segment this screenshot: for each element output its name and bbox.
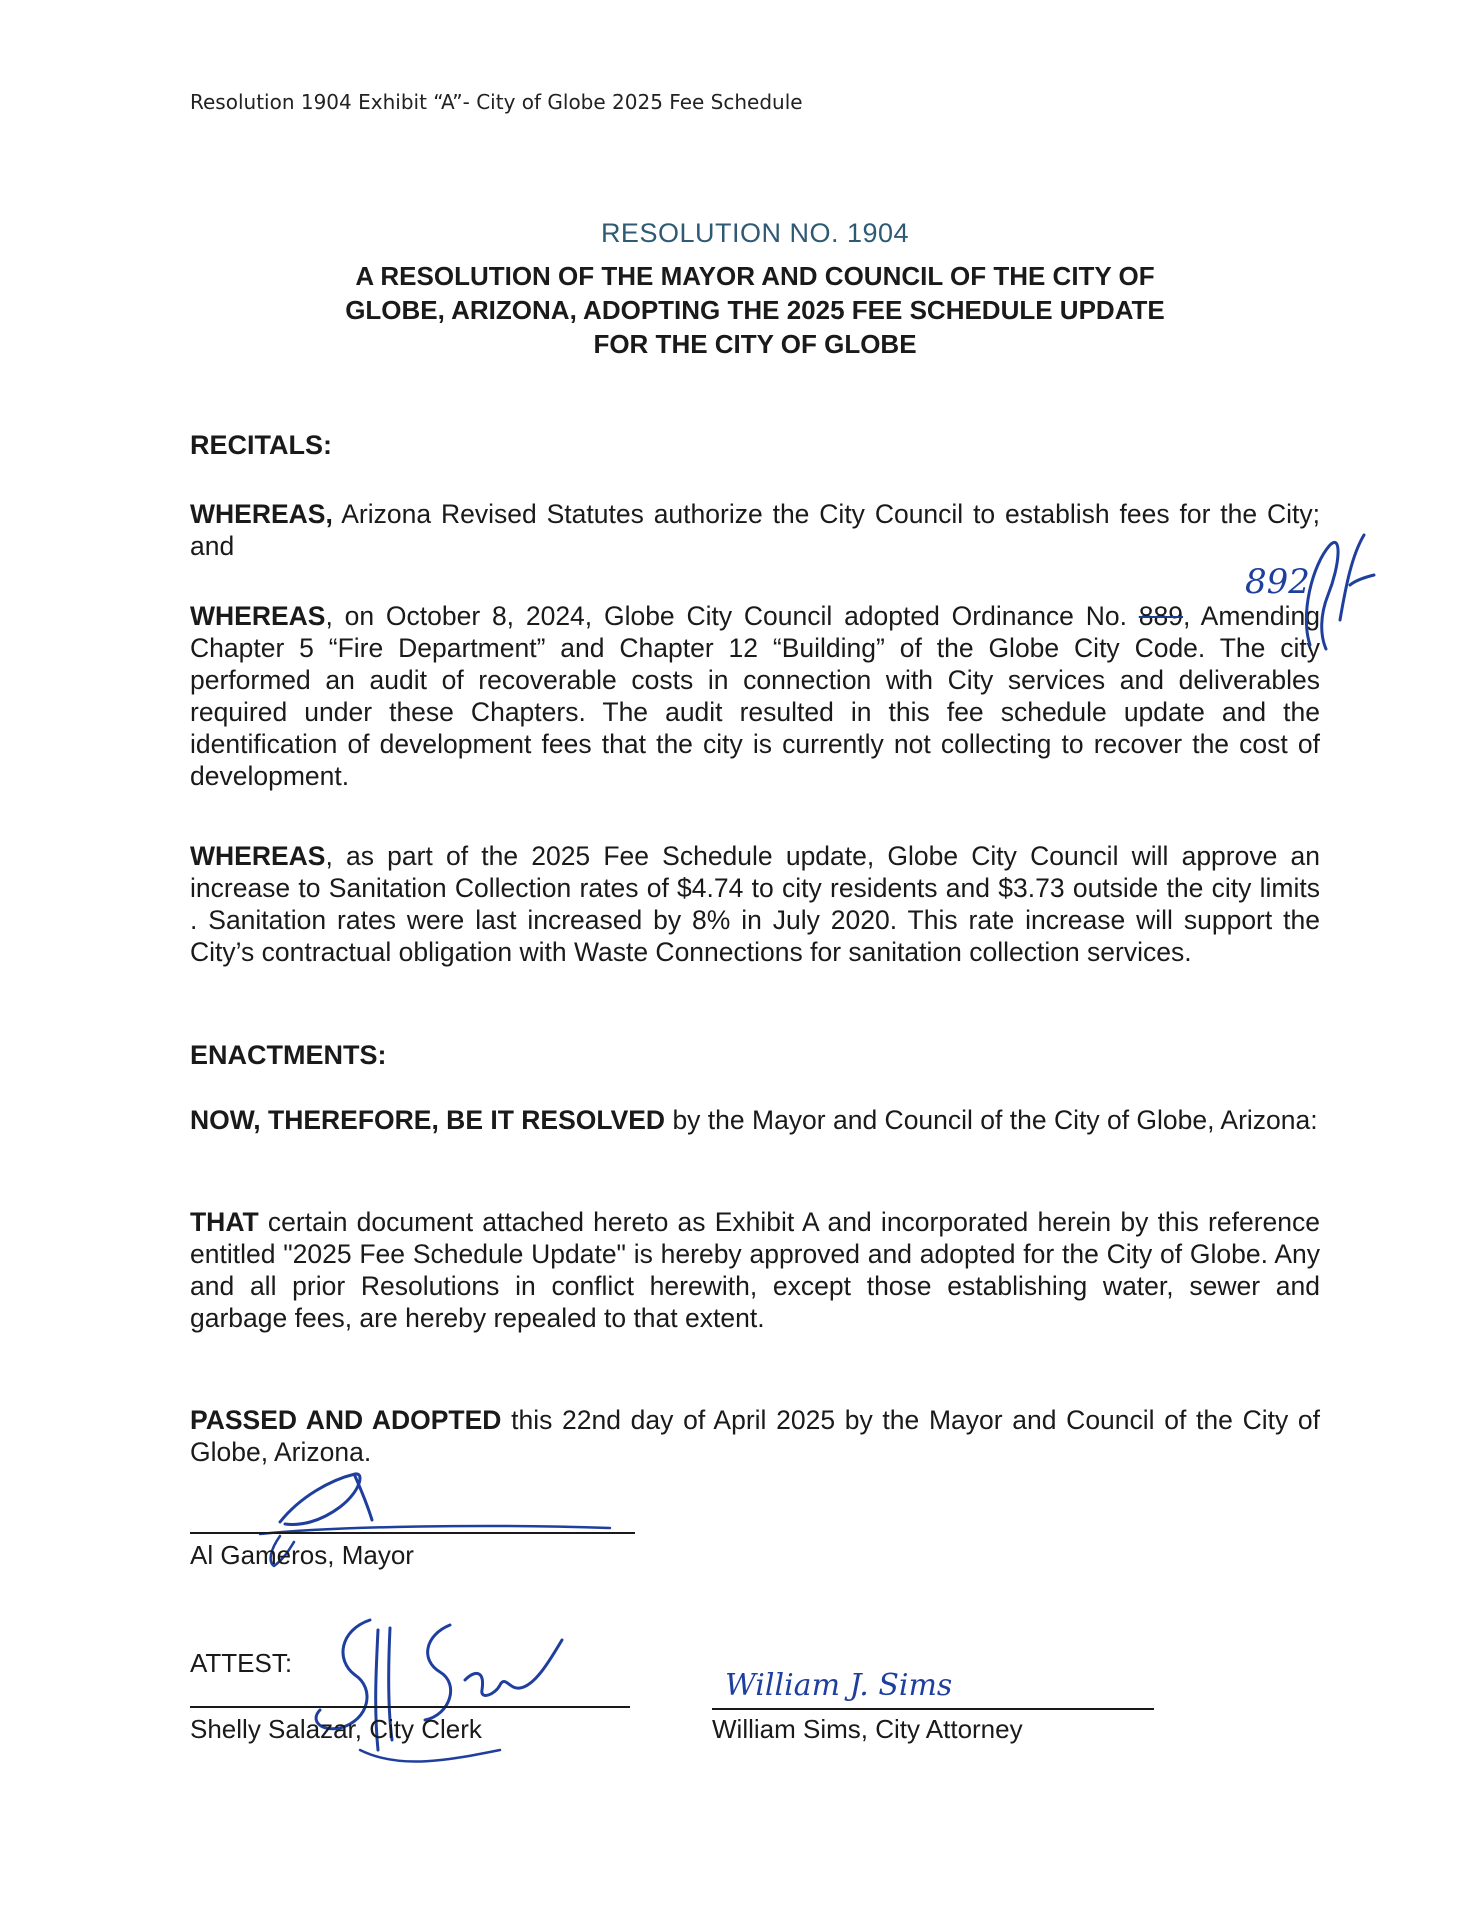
recital-paragraph-1 (190, 498, 1320, 562)
title-line-2: GLOBE, ARIZONA, ADOPTING THE 2025 FEE SCHEDULE UPDATE (345, 295, 1165, 325)
recital-1-text: Arizona Revised Statutes authorize the City Council to establish fees for the City; and (190, 499, 1320, 561)
enactments-heading: ENACTMENTS: (190, 1040, 387, 1070)
clerk-signature-line (190, 1706, 630, 1708)
attorney-signature: William J. Sims (725, 1668, 953, 1703)
passed-text: this 22nd day of April 2025 by the Mayor and Council of the City of Globe, Arizona. (190, 1405, 1320, 1467)
attorney-label: William Sims, City Attorney (712, 1714, 1023, 1744)
title-block (190, 218, 1320, 361)
resolution-title (190, 259, 1320, 361)
struck-ordinance-number: 889 (1138, 601, 1183, 631)
title-line-1: A RESOLUTION OF THE MAYOR AND COUNCIL OF THE CITY OF (355, 261, 1155, 291)
mayor-signature-line (190, 1532, 635, 1534)
enactment-1-lead: NOW, THEREFORE, BE IT RESOLVED (190, 1105, 666, 1135)
recital-2-text-a: , on October 8, 2024, Globe City Council adopted Ordinance No. (325, 601, 1139, 631)
exhibit-header: Resolution 1904 Exhibit “A”- City of Globe 2025 Fee Schedule (190, 90, 803, 114)
enactment-2-text: certain document attached hereto as Exhibit A and incorporated herein by this reference entitled "2025 Fee Schedule Update" is hereby approved and adopted for the City of Globe. Any and all prior Resolutions in conflict herewith, except those establishing water, sewer and garbage fees, are hereby repealed to that extent. (190, 1207, 1320, 1333)
title-line-3: FOR THE CITY OF GLOBE (593, 329, 917, 359)
enactment-1-text: by the Mayor and Council of the City of Globe, Arizona: (665, 1105, 1318, 1135)
recitals-heading: RECITALS: (190, 430, 332, 460)
handwritten-initials (1290, 525, 1380, 665)
resolution-number: RESOLUTION NO. 1904 (600, 218, 910, 248)
attorney-signature-line (712, 1708, 1154, 1710)
clerk-signature (300, 1600, 580, 1780)
handwritten-ordinance-correction: 892 (1245, 562, 1310, 602)
recital-paragraph-2 (190, 600, 1320, 792)
enactment-paragraph-1 (190, 1104, 1320, 1136)
recital-1-lead: WHEREAS, (190, 499, 333, 529)
recital-2-text-b: , Amending Chapter 5 “Fire Department” and Chapter 12 “Building” of the Globe City Code. The city performed an audit of recoverable costs in connection with City services and deliverables required under these Chapters. The audit resulted in this fee schedule update and the identification of development fees that the city is currently not collecting to recover the cost of development. (190, 601, 1321, 791)
passed-and-adopted-paragraph (190, 1404, 1320, 1468)
attest-label: ATTEST: (190, 1648, 293, 1678)
recital-paragraph-3 (190, 840, 1320, 968)
passed-lead: PASSED AND ADOPTED (190, 1405, 502, 1435)
recital-3-text: , as part of the 2025 Fee Schedule update, Globe City Council will approve an increase to Sanitation Collection rates of $4.74 to city residents and $3.73 outside the city limits . Sanitation rates were last increased by 8% in July 2020. This rate increase will support the City’s contractual obligation with Waste Connections for sanitation collection services. (190, 841, 1320, 967)
recital-3-lead: WHEREAS (190, 841, 326, 871)
clerk-label: Shelly Salazar, City Clerk (190, 1714, 482, 1744)
mayor-label: Al Gameros, Mayor (190, 1540, 414, 1570)
enactment-2-lead: THAT (190, 1207, 259, 1237)
recital-2-lead: WHEREAS (190, 601, 326, 631)
enactment-paragraph-2 (190, 1206, 1320, 1334)
